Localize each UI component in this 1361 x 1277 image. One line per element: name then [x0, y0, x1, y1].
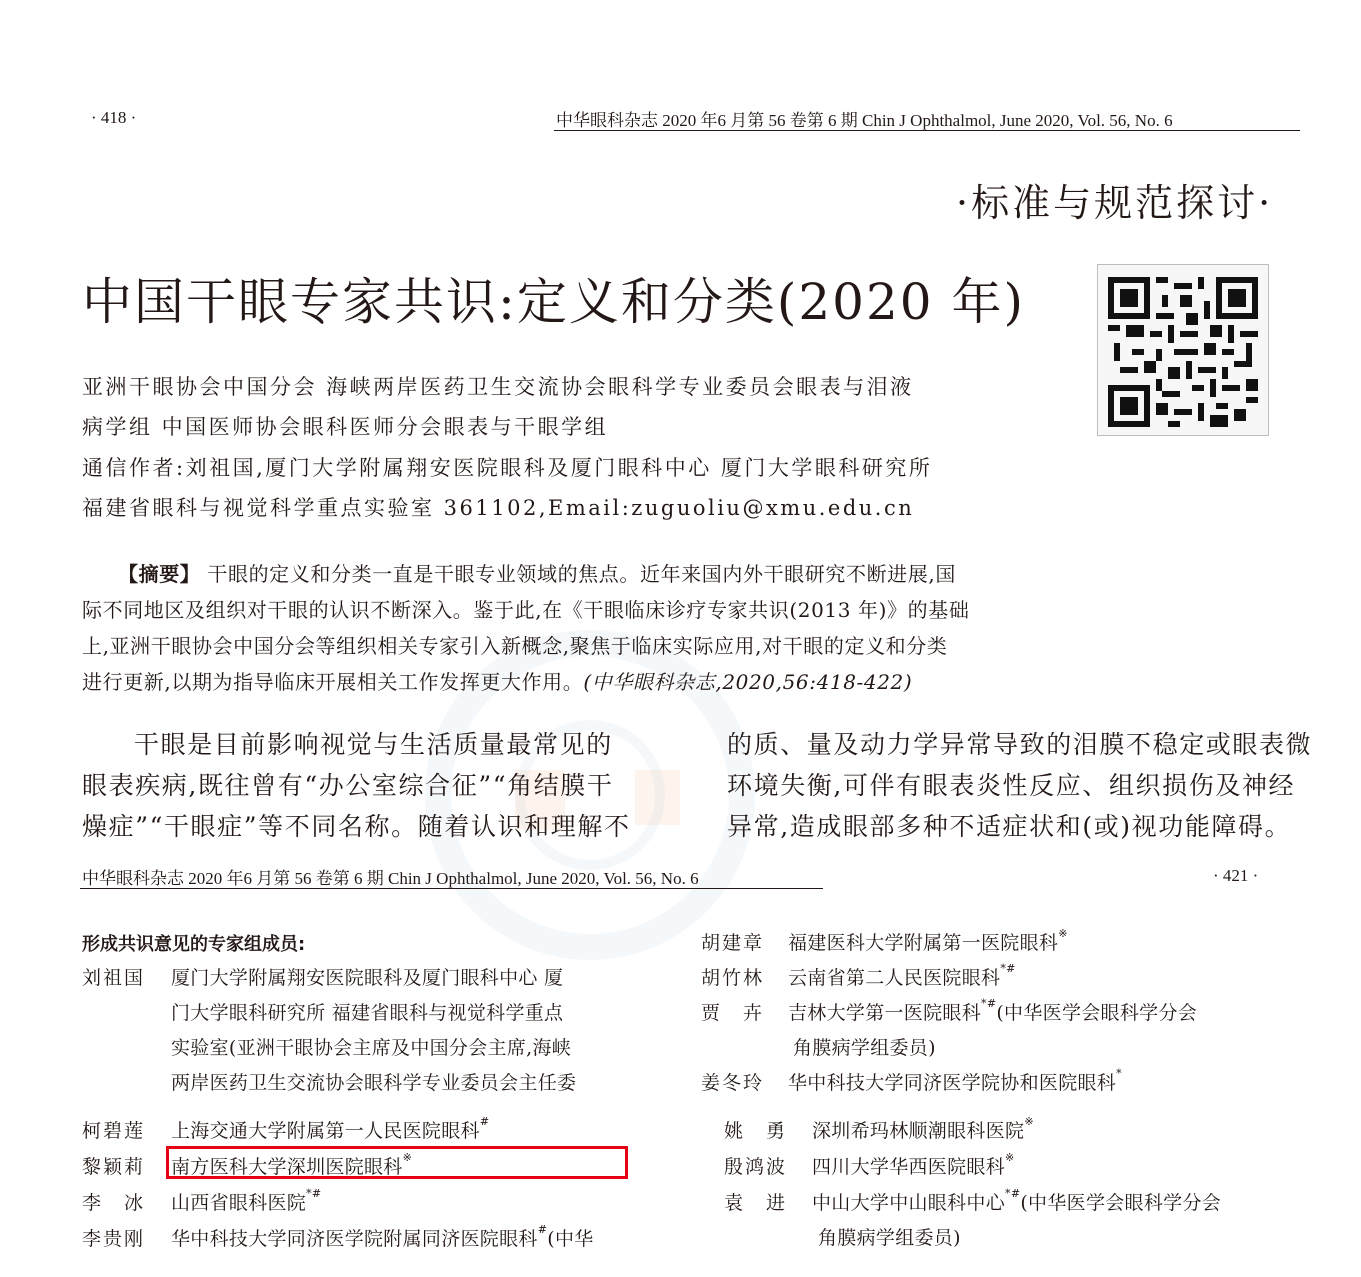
member-mark: ※ [1005, 1151, 1015, 1164]
qr-code-icon[interactable] [1097, 264, 1269, 436]
article-title: 中国干眼专家共识:定义和分类(2020 年) [82, 273, 1025, 331]
member-name: 胡竹林 [701, 967, 765, 989]
member-name: 刘祖国 [82, 967, 146, 989]
member-affiliation-suffix: (中华 [547, 1228, 594, 1250]
body-left-line: 燥症”“干眼症”等不同名称。随着认识和理解不 [82, 812, 631, 841]
member-affiliation-suffix: (中华医学会眼科学分会 [1020, 1192, 1222, 1214]
member-affiliation: 云南省第二人民医院眼科 [788, 967, 1001, 989]
member-mark: ※ [1024, 1115, 1034, 1128]
member-affiliation: 两岸医药卫生交流协会眼科学专业委员会主任委 [171, 1072, 577, 1094]
member-name: 李 冰 [82, 1192, 146, 1214]
abstract-citation: (中华眼科杂志,2020,56:418-422) [583, 670, 913, 694]
journal-header: 中华眼科杂志 2020 年6 月第 56 卷第 6 期 Chin J Ophthalmol, June 2020, Vol. 56, No. 6 [556, 111, 1173, 130]
member-mark: * [1116, 1067, 1122, 1080]
body-right-line: 的质、量及动力学异常导致的泪膜不稳定或眼表微 [727, 730, 1313, 759]
abstract-line: 上,亚洲干眼协会中国分会等组织相关专家引入新概念,聚焦于临床实际应用,对干眼的定义和分类 [82, 634, 948, 658]
member-mark: ※ [402, 1151, 413, 1164]
corresponding-author-line: 福建省眼科与视觉科学重点实验室 361102,Email:zuguoliu@xmu.edu.cn [82, 496, 915, 520]
abstract-label: 【摘要】 [118, 562, 201, 586]
member-affiliation-continued: 角膜病学组委员) [793, 1037, 936, 1059]
body-right-line: 环境失衡,可伴有眼表炎性反应、组织损伤及神经 [727, 771, 1296, 800]
member-affiliation: 福建医科大学附属第一医院眼科 [788, 932, 1059, 954]
body-left-line: 眼表疾病,既往曾有“办公室综合征”“角结膜干 [82, 771, 614, 800]
member-affiliation: 实验室(亚洲干眼协会主席及中国分会主席,海峡 [171, 1037, 572, 1059]
body-right-line: 异常,造成眼部多种不适症状和(或)视功能障碍。 [727, 812, 1292, 841]
member-name: 袁 进 [724, 1192, 788, 1214]
author-affiliation-line: 亚洲干眼协会中国分会 海峡两岸医药卫生交流协会眼科学专业委员会眼表与泪液 [82, 375, 914, 399]
author-affiliation-line: 病学组 中国医师协会眼科医师分会眼表与干眼学组 [82, 415, 609, 439]
member-affiliation: 华中科技大学同济医学院附属同济医院眼科 [171, 1228, 538, 1250]
member-affiliation: 上海交通大学附属第一人民医院眼科 [171, 1120, 480, 1142]
abstract-line: 干眼的定义和分类一直是干眼专业领域的焦点。近年来国内外干眼研究不断进展,国 [207, 562, 956, 586]
header-rule [80, 888, 823, 889]
section-label: ·标准与规范探讨· [956, 181, 1274, 225]
member-name: 李贵刚 [82, 1228, 146, 1250]
member-name: 姚 勇 [724, 1120, 788, 1142]
member-affiliation: 厦门大学附属翔安医院眼科及厦门眼科中心 厦 [171, 967, 564, 989]
highlight-box [166, 1146, 628, 1179]
member-name: 姜冬玲 [701, 1072, 765, 1094]
member-affiliation: 四川大学华西医院眼科 [812, 1156, 1006, 1178]
member-mark: # [479, 1115, 490, 1128]
member-mark: *# [981, 997, 997, 1010]
member-mark: *# [306, 1187, 322, 1200]
member-affiliation: 门大学眼科研究所 福建省眼科与视觉科学重点 [171, 1002, 564, 1024]
member-name: 殷鸿波 [724, 1156, 788, 1178]
watermark-map-shape [635, 770, 680, 825]
member-affiliation: 华中科技大学同济医学院协和医院眼科 [788, 1072, 1117, 1094]
member-mark: # [537, 1223, 548, 1236]
member-mark: ※ [1058, 927, 1068, 940]
header-rule [554, 130, 1300, 131]
member-affiliation: 南方医科大学深圳医院眼科 [171, 1156, 403, 1178]
corresponding-author-line: 通信作者:刘祖国,厦门大学附属翔安医院眼科及厦门眼科中心 厦门大学眼科研究所 [82, 456, 933, 480]
members-heading: 形成共识意见的专家组成员: [82, 934, 306, 955]
member-affiliation: 深圳希玛林顺潮眼科医院 [812, 1120, 1025, 1142]
member-affiliation: 吉林大学第一医院眼科 [788, 1002, 982, 1024]
journal-header: 中华眼科杂志 2020 年6 月第 56 卷第 6 期 Chin J Ophthalmol, June 2020, Vol. 56, No. 6 [82, 869, 699, 888]
member-name: 贾 卉 [701, 1002, 765, 1024]
member-affiliation: 中山大学中山眼科中心 [812, 1192, 1006, 1214]
member-affiliation-continued: 角膜病学组委员) [818, 1227, 961, 1249]
member-mark: *# [1000, 962, 1016, 975]
member-name: 胡建章 [701, 932, 765, 954]
page-number-top: · 418 · [91, 108, 137, 127]
member-affiliation-suffix: (中华医学会眼科学分会 [996, 1002, 1198, 1024]
abstract-line: 际不同地区及组织对干眼的认识不断深入。鉴于此,在《干眼临床诊疗专家共识(2013 年)》的基础 [82, 598, 970, 622]
abstract-line: 进行更新,以期为指导临床开展相关工作发挥更大作用。 [82, 670, 584, 694]
member-affiliation: 山西省眼科医院 [171, 1192, 307, 1214]
member-name: 黎颖莉 [82, 1156, 146, 1178]
body-left-line: 干眼是目前影响视觉与生活质量最常见的 [134, 730, 613, 759]
member-mark: *# [1005, 1187, 1021, 1200]
member-name: 柯碧莲 [82, 1120, 146, 1142]
page-number-bottom: · 421 · [1213, 866, 1259, 885]
